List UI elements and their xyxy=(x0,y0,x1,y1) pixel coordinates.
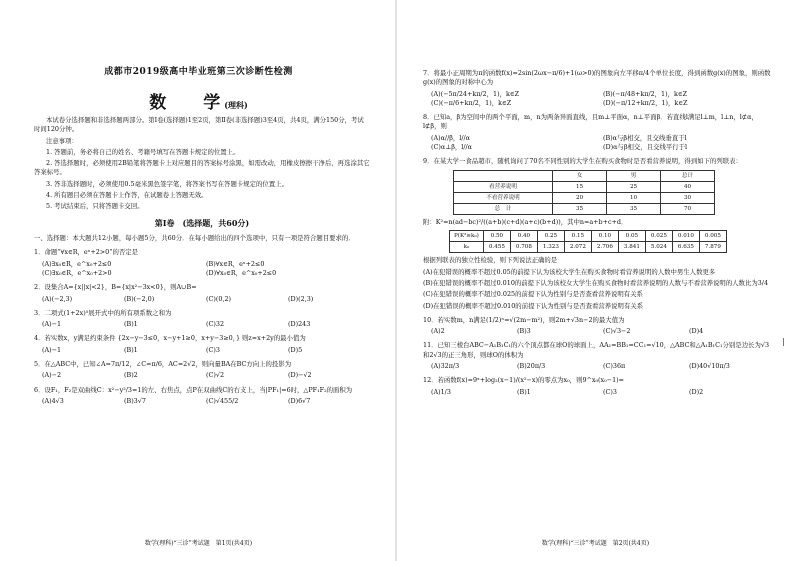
option: (D)6√7 xyxy=(288,396,311,405)
section-intro: 一、选择题：本大题共12小题，每小题5分，共60分．在每小题给出的四个选项中，只有一项是符合题目要求的． xyxy=(34,234,355,243)
option: (C)3 xyxy=(603,387,617,396)
option: (B)在犯错误的概率不超过0.010的前提下认为该校女大学生在购买食物时看营养说明的人数与不看营养说明的人数比为3/4 xyxy=(423,279,769,288)
critical-value-table xyxy=(449,230,727,253)
question-stem: 1．命题“∀x∈R，eˣ+2>0”的否定是 xyxy=(34,248,139,257)
note-item: 4. 所有题目必须在答题卡上作答，在试题卷上答题无效。 xyxy=(46,190,208,199)
question-stem: 3．二项式(1+2x)⁵展开式中的所有项系数之和为 xyxy=(34,308,172,317)
option: (B)(−π/48+kπ/2，1)，k∈Z xyxy=(603,89,688,98)
table-cell: 0.455 xyxy=(483,242,510,253)
option: (A)1/3 xyxy=(431,387,451,396)
option: (C)√3−2 xyxy=(603,327,631,336)
option: (A)在犯错误的概率不超过0.05的前提下认为该校大学生在购买食物时看营养说明的人数中男生人数更多 xyxy=(423,267,716,276)
option: (B)20π/3 xyxy=(517,362,546,370)
option: (A)∃x₀∈R，e^x₀+2≤0 xyxy=(42,259,112,268)
option: (C)在犯错误的概率不超过0.025的前提下认为性别与是否查看营养说明有关系 xyxy=(423,290,643,299)
k2-formula: 附：K²=n(ad−bc)²/((a+b)(c+d)(a+c)(b+d))，其中n=a+b+c+d． xyxy=(423,217,628,226)
questions-7-8 xyxy=(423,69,775,152)
table-cell: 2.072 xyxy=(564,242,591,253)
table-cell: 10 xyxy=(607,192,661,203)
option: (B)1 xyxy=(124,320,138,329)
question-options xyxy=(431,327,775,336)
option: (A)32π/3 xyxy=(431,362,460,370)
option: (B)3 xyxy=(517,327,531,336)
page-2 xyxy=(397,8,794,553)
option: (A)−1 xyxy=(42,345,62,354)
question-options xyxy=(42,295,370,304)
question-stem: 6．设F₁，F₂是双曲线C：x²−y²/3=1的左、右焦点，点P在双曲线C的右支上，当|PF₁|=6时，△PF₁F₂的面积为 xyxy=(34,385,353,394)
table-cell: 0.005 xyxy=(699,231,726,242)
question xyxy=(34,386,370,407)
page-1 xyxy=(0,8,397,553)
question xyxy=(423,316,775,337)
table-cell: 0.05 xyxy=(618,231,645,242)
note-item: 1. 答题前，务必将自己的姓名、考籍号填写在答题卡规定的位置上。 xyxy=(46,147,240,156)
question xyxy=(423,341,775,371)
table-cell: 看营养说明 xyxy=(454,181,553,192)
question-stem: 7．将最小正周期为π的函数f(x)=2sin(2ωx−π/6)+1(ω>0)的图象向左平移π/4个单位长度，得到函数g(x)的图象，则函数g(x)的图象的对称中心为 xyxy=(423,69,771,87)
option: (C)36π xyxy=(603,362,626,370)
question-stem: 11．已知三棱台ABC−A₁B₁C₁的六个顶点都在球O的球面上，AA₁=BB₁=CC₁=√10，△ABC和△A₁B₁C₁分别是边长为√3和2√3的正三角形，则球O的体积为 xyxy=(423,341,770,359)
table-cell: 35 xyxy=(607,203,661,214)
question-stem: 8．已知a，β为空间中的两个平面，m，n为两条异面直线，且m⊥平面α，n⊥平面β．若直线l满足l⊥m，l⊥n，l⊄α，l⊄β，则 xyxy=(423,113,758,131)
table-header-cell: 总计 xyxy=(661,170,715,181)
question xyxy=(423,113,775,152)
option: (B)1 xyxy=(517,387,531,396)
question-options xyxy=(431,388,775,397)
table-cell: 30 xyxy=(661,192,715,203)
option: (A)(−2,3) xyxy=(42,294,73,303)
notes-list xyxy=(34,148,370,212)
table-cell: 40 xyxy=(661,181,715,192)
question-stem: 4．若实数x，y满足约束条件 {2x−y−3≤0，x−y+1≥0，x+y−3≥0，} 则z=x+2y的最小值为 xyxy=(34,334,306,343)
option: (D)(2,3) xyxy=(288,294,314,303)
table-cell: 15 xyxy=(553,181,607,192)
q9-options xyxy=(423,268,775,311)
notes-title: 注意事项： xyxy=(46,136,78,145)
note-item: 5. 考试结束后，只将答题卡交回。 xyxy=(46,202,144,211)
table-cell: 0.10 xyxy=(591,231,618,242)
row-label: k₀ xyxy=(450,242,484,253)
option: (D)α与β相交，且交线平行于l xyxy=(603,142,688,151)
option: (C)√2 xyxy=(206,371,225,380)
table-row xyxy=(450,231,727,242)
option: (A)4√3 xyxy=(42,396,64,405)
option: (C)(−π/6+kπ/2，1)，k∈Z xyxy=(431,98,512,107)
table-cell: 总 计 xyxy=(454,203,553,214)
question xyxy=(423,376,775,397)
questions-10-12 xyxy=(423,316,775,397)
option: (B)1 xyxy=(124,345,138,354)
question-stem: 5．在△ABC中，已知∠A=7π/12，∠C=π/6，AC=2√2，则向量BA在BC方向上的投影为 xyxy=(34,359,292,368)
question xyxy=(34,309,370,330)
table-header-row xyxy=(454,170,715,181)
table-row xyxy=(450,242,727,253)
table-cell: 70 xyxy=(661,203,715,214)
question xyxy=(34,360,370,381)
question xyxy=(34,248,370,278)
page-2-footer: 数学(理科)“三诊”考试题 第2页(共4页) xyxy=(541,540,650,547)
option: (A)(−5π/24+kπ/2，1)，k∈Z xyxy=(431,89,520,98)
table-cell: 0.40 xyxy=(510,231,537,242)
page-1-body xyxy=(34,116,370,410)
edge-mark xyxy=(783,338,784,346)
table-cell: 7.879 xyxy=(699,242,726,253)
table-cell: 6.635 xyxy=(672,242,699,253)
option: (C)32 xyxy=(206,320,225,329)
option: (B)∀x∈R，eˣ+2≤0 xyxy=(206,259,265,268)
question-options xyxy=(42,320,370,329)
q9-prompt: 根据列联表的独立性检验，则下列说法正确的是 xyxy=(423,256,558,265)
option: (D)在犯错误的概率不超过0.010的前提下认为性别与是否查看营养说明有关系 xyxy=(423,301,644,310)
option: (D)∀x₀∈R，e^x₀+2≤0 xyxy=(206,268,277,277)
table-cell: 0.708 xyxy=(510,242,537,253)
table-cell: 0.010 xyxy=(672,231,699,242)
question-options xyxy=(431,362,775,371)
question-stem: 10．若实数m，n满足(1/2)ⁿ=√(2m−m²)，则2m+√3n−2的最大值为 xyxy=(423,315,625,324)
table-cell: 不看营养说明 xyxy=(454,192,553,203)
option: (A)−1 xyxy=(42,320,62,329)
table-cell: 3.841 xyxy=(618,242,645,253)
table-cell: 35 xyxy=(553,203,607,214)
question-options xyxy=(431,90,775,109)
option: (D)−√2 xyxy=(288,371,312,380)
table-cell: 0.50 xyxy=(483,231,510,242)
question-options xyxy=(42,371,370,380)
questions-1-6 xyxy=(34,248,370,406)
page-2-body xyxy=(423,64,775,401)
option: (C)3 xyxy=(206,345,220,354)
option: (C)α⊥β，l//α xyxy=(431,142,472,151)
table-header-cell: 女 xyxy=(553,170,607,181)
option: (C)(0,2) xyxy=(206,294,232,303)
table-cell: 0.025 xyxy=(645,231,672,242)
row-label: P(K²≥k₀) xyxy=(450,231,484,242)
table-row xyxy=(454,181,715,192)
option: (B)2 xyxy=(124,371,138,380)
question-options xyxy=(431,134,775,153)
table-cell: 2.706 xyxy=(591,242,618,253)
table-cell: 1.323 xyxy=(537,242,564,253)
table-row xyxy=(454,203,715,214)
table-header-cell xyxy=(454,170,553,181)
table-cell: 0.25 xyxy=(537,231,564,242)
option: (A)2 xyxy=(431,327,445,336)
option: (B)α与β相交，且交线垂直于l xyxy=(603,133,687,142)
intro-paragraph: 本试卷分选择题和非选择题两部分。第Ⅰ卷(选择题)1至2页，第Ⅱ卷(非选择题)3至4页，共4页，满分150分，考试时间120分钟。 xyxy=(34,116,364,134)
note-item: 2. 答选择题时，必须使用2B铅笔将答题卡上对应题目的答案标号涂黑，如需改动，用橡皮擦擦干净后，再选涂其它答案标号。 xyxy=(34,159,370,177)
q9-stem: 9．在某大学一食品超市，随机询问了70名不同性别的大学生在购买食物时是否看营养说明，得到如下的列联表： xyxy=(423,157,742,166)
note-item: 3. 答非选择题时，必须使用0.5毫米黑色签字笔，将答案书写在答题卡规定的位置上。 xyxy=(46,179,288,188)
question-stem: 12．若函数f(x)=9ˣ+log₂(x−1)/(x²−x)的零点为x₀，则9^x₀(x₀−1)= xyxy=(423,376,624,385)
subject-tag: (理科) xyxy=(224,100,248,110)
table-row xyxy=(454,192,715,203)
option: (D)5 xyxy=(288,345,303,354)
option: (C)√455/2 xyxy=(206,396,239,405)
option: (A)α//β，l//α xyxy=(431,133,470,142)
section-title: 第Ⅰ卷 (选择题，共60分) xyxy=(154,217,250,228)
option: (B)(−2,0) xyxy=(124,294,155,303)
exam-title: 成都市2019级高中毕业班第三次诊断性检测 xyxy=(104,67,293,77)
table-cell: 5.024 xyxy=(645,242,672,253)
option: (B)3√7 xyxy=(124,396,146,405)
option: (A)−2 xyxy=(42,371,62,380)
option: (D)243 xyxy=(288,320,311,329)
option: (D)2 xyxy=(689,387,704,396)
question-stem: 2．设集合A={x||x|<2}，B={x|x²−3x<0}，则A∪B= xyxy=(34,283,197,292)
table-cell: 25 xyxy=(607,181,661,192)
option: (D)40√10π/3 xyxy=(689,362,730,370)
table-cell: 20 xyxy=(553,192,607,203)
question xyxy=(34,283,370,304)
contingency-table xyxy=(453,170,715,215)
question-options xyxy=(42,397,370,406)
table-cell: 0.15 xyxy=(564,231,591,242)
subject-heading xyxy=(0,88,397,113)
option: (C)∃x₀∈R，e^x₀+2>0 xyxy=(42,268,112,277)
option: (D)(−π/12+kπ/2，1)，k∈Z xyxy=(603,98,688,107)
page-1-footer: 数学(理科)“三诊”考试题 第1页(共4页) xyxy=(144,540,253,547)
question-options xyxy=(42,260,370,279)
subject-name: 数 学 xyxy=(149,93,231,113)
table-header-cell: 男 xyxy=(607,170,661,181)
option: (D)4 xyxy=(689,327,704,336)
question xyxy=(34,334,370,355)
question-options xyxy=(42,346,370,355)
question xyxy=(423,69,775,108)
